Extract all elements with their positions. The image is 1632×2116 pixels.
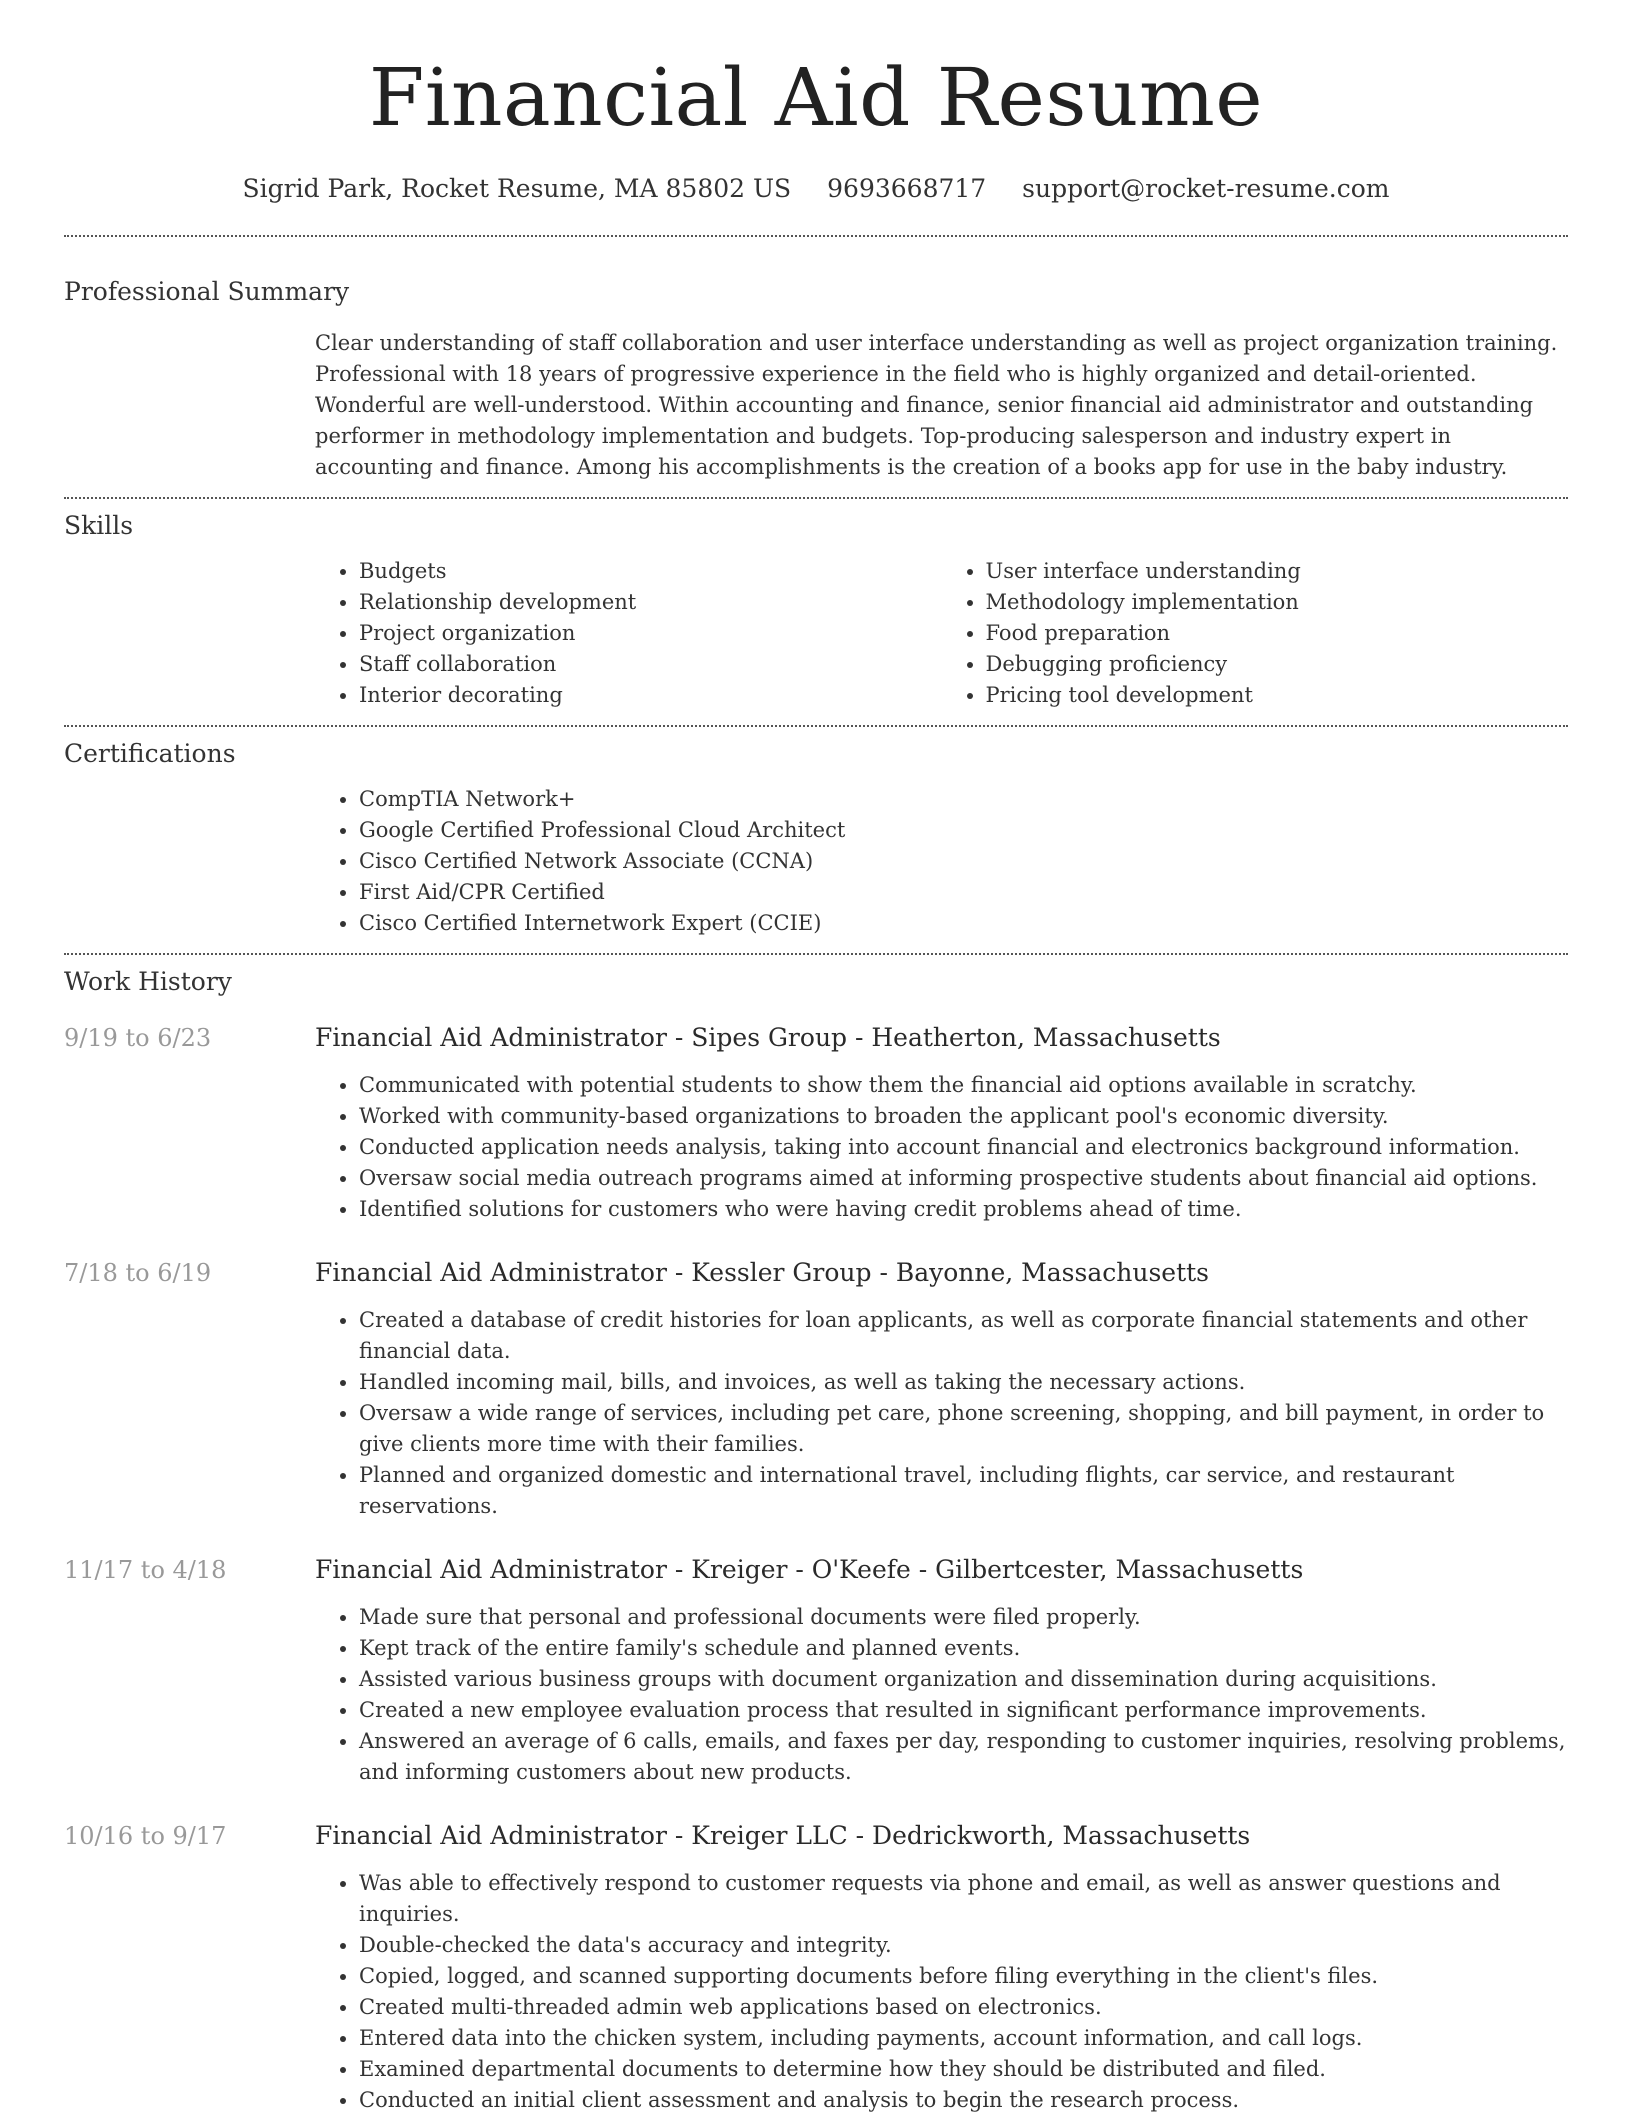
skills-columns (315, 556, 1568, 711)
skill-item: • Methodology implementation (986, 587, 1569, 618)
contact-email: support@rocket-resume.com (1022, 174, 1390, 203)
certification-item: • Cisco Certified Internetwork Expert (CCIE) (359, 908, 1568, 939)
certification-item: • CompTIA Network+ (359, 784, 1568, 815)
job-bullet: • Created a database of credit histories for loan applicants, as well as corporate financial statements and other financial data. (359, 1305, 1568, 1367)
job-bullets-wrap (315, 1305, 1568, 1522)
job-bullet: • Answered an average of 6 calls, emails, and faxes per day, responding to customer inquiries, resolving problems, and informing customers about new products. (359, 1726, 1568, 1788)
resume-title: Financial Aid Resume (368, 51, 1264, 144)
certification-item: • Google Certified Professional Cloud Architect (359, 815, 1568, 846)
job-title: Financial Aid Administrator - Kreiger LLC - Dedrickworth, Massachusetts (315, 1821, 1251, 1850)
job-bullet: • Communicated with potential students to show them the financial aid options available in scratchy. (359, 1070, 1568, 1101)
job-title: Financial Aid Administrator - Kreiger - O'Keefe - Gilbertcester, Massachusetts (315, 1555, 1304, 1584)
certifications-list-wrap (315, 784, 1568, 939)
skill-item: • Debugging proficiency (986, 649, 1569, 680)
work-history-section (64, 967, 1568, 2116)
job-bullets-wrap (315, 1868, 1568, 2116)
section-divider (64, 725, 1568, 727)
job-bullet: • Copied, logged, and scanned supporting documents before filing everything in the client's files. (359, 1961, 1568, 1992)
job-bullet: • Conducted application needs analysis, taking into account financial and electronics background information. (359, 1132, 1568, 1163)
job-bullet: • Assisted various business groups with document organization and dissemination during acquisitions. (359, 1664, 1568, 1695)
job-bullet: • Oversaw social media outreach programs aimed at informing prospective students about financial aid options. (359, 1163, 1568, 1194)
job-bullet: • Identified solutions for customers who were having credit problems ahead of time. (359, 1194, 1568, 1225)
job-bullet: • Created multi-threaded admin web applications based on electronics. (359, 1992, 1568, 2023)
job-bullet: • Was able to effectively respond to customer requests via phone and email, as well as answer questions and inquiries. (359, 1868, 1568, 1930)
resume-page (64, 0, 1568, 2116)
summary-section (64, 277, 1568, 483)
job-bullets (315, 1070, 1568, 1225)
job-dates: 9/19 to 6/23 (64, 1024, 212, 1052)
job-bullet: • Entered data into the chicken system, including payments, account information, and call logs. (359, 2023, 1568, 2054)
job-bullet: • Made sure that personal and professional documents were filed properly. (359, 1602, 1568, 1633)
section-divider (64, 953, 1568, 955)
certifications-heading: Certifications (64, 739, 236, 768)
skills-section (64, 511, 1568, 711)
certifications-section (64, 739, 1568, 939)
job-bullet: • Conducted an initial client assessment and analysis to begin the research process. (359, 2085, 1568, 2116)
certifications-list (315, 784, 1568, 939)
job-dates: 11/17 to 4/18 (64, 1556, 227, 1584)
job-bullets (315, 1868, 1568, 2116)
job-entry (64, 1022, 1568, 1225)
job-bullet: • Double-checked the data's accuracy and integrity. (359, 1930, 1568, 1961)
job-bullets (315, 1305, 1568, 1522)
job-bullet: • Examined departmental documents to determine how they should be distributed and filed. (359, 2054, 1568, 2085)
job-dates: 7/18 to 6/19 (64, 1259, 212, 1287)
skill-item: • Food preparation (986, 618, 1569, 649)
job-title: Financial Aid Administrator - Kessler Group - Bayonne, Massachusetts (315, 1258, 1209, 1287)
skill-item: • Budgets (359, 556, 942, 587)
job-bullet: • Created a new employee evaluation process that resulted in significant performance improvements. (359, 1695, 1568, 1726)
certification-item: • First Aid/CPR Certified (359, 877, 1568, 908)
job-entry (64, 1820, 1568, 2116)
job-bullets-wrap (315, 1070, 1568, 1225)
certification-item: • Cisco Certified Network Associate (CCNA) (359, 846, 1568, 877)
skill-item: • Relationship development (359, 587, 942, 618)
skill-item: • Pricing tool development (986, 680, 1569, 711)
job-bullet: • Oversaw a wide range of services, including pet care, phone screening, shopping, and bill payment, in order to give clients more time with their families. (359, 1398, 1568, 1460)
skills-list-right (942, 556, 1569, 711)
summary-heading: Professional Summary (64, 277, 350, 306)
contact-address: Sigrid Park, Rocket Resume, MA 85802 US (242, 174, 792, 203)
job-bullets-wrap (315, 1602, 1568, 1788)
skills-list-left (315, 556, 942, 711)
section-divider (64, 497, 1568, 499)
job-dates: 10/16 to 9/17 (64, 1822, 227, 1850)
contact-line (64, 174, 1568, 203)
job-bullet: • Planned and organized domestic and international travel, including flights, car service, and restaurant reservations. (359, 1460, 1568, 1522)
skills-heading: Skills (64, 511, 134, 540)
skill-item: • Staff collaboration (359, 649, 942, 680)
contact-phone: 9693668717 (827, 174, 987, 203)
job-entry (64, 1554, 1568, 1788)
job-entry (64, 1257, 1568, 1522)
job-bullet: • Handled incoming mail, bills, and invoices, as well as taking the necessary actions. (359, 1367, 1568, 1398)
job-bullet: • Worked with community-based organizations to broaden the applicant pool's economic diversity. (359, 1101, 1568, 1132)
skill-item: • User interface understanding (986, 556, 1569, 587)
section-divider (64, 235, 1568, 237)
job-bullet: • Kept track of the entire family's schedule and planned events. (359, 1633, 1568, 1664)
skill-item: • Interior decorating (359, 680, 942, 711)
skill-item: • Project organization (359, 618, 942, 649)
summary-text: Clear understanding of staff collaboration and user interface understanding as well as project organization training. Professional with 18 years of progressive experience in the field who is highly organized and detail-oriented. Wonderful are well-understood. Within accounting and finance, senior financial aid administrator and outstanding performer in methodology implementation and budgets. Top-producing salesperson and industry expert in accounting and finance. Among his accomplishments is the creation of a books app for use in the baby industry. (315, 331, 1558, 479)
job-bullets (315, 1602, 1568, 1788)
work-history-heading: Work History (64, 967, 232, 996)
job-title: Financial Aid Administrator - Sipes Group - Heatherton, Massachusetts (315, 1023, 1221, 1052)
